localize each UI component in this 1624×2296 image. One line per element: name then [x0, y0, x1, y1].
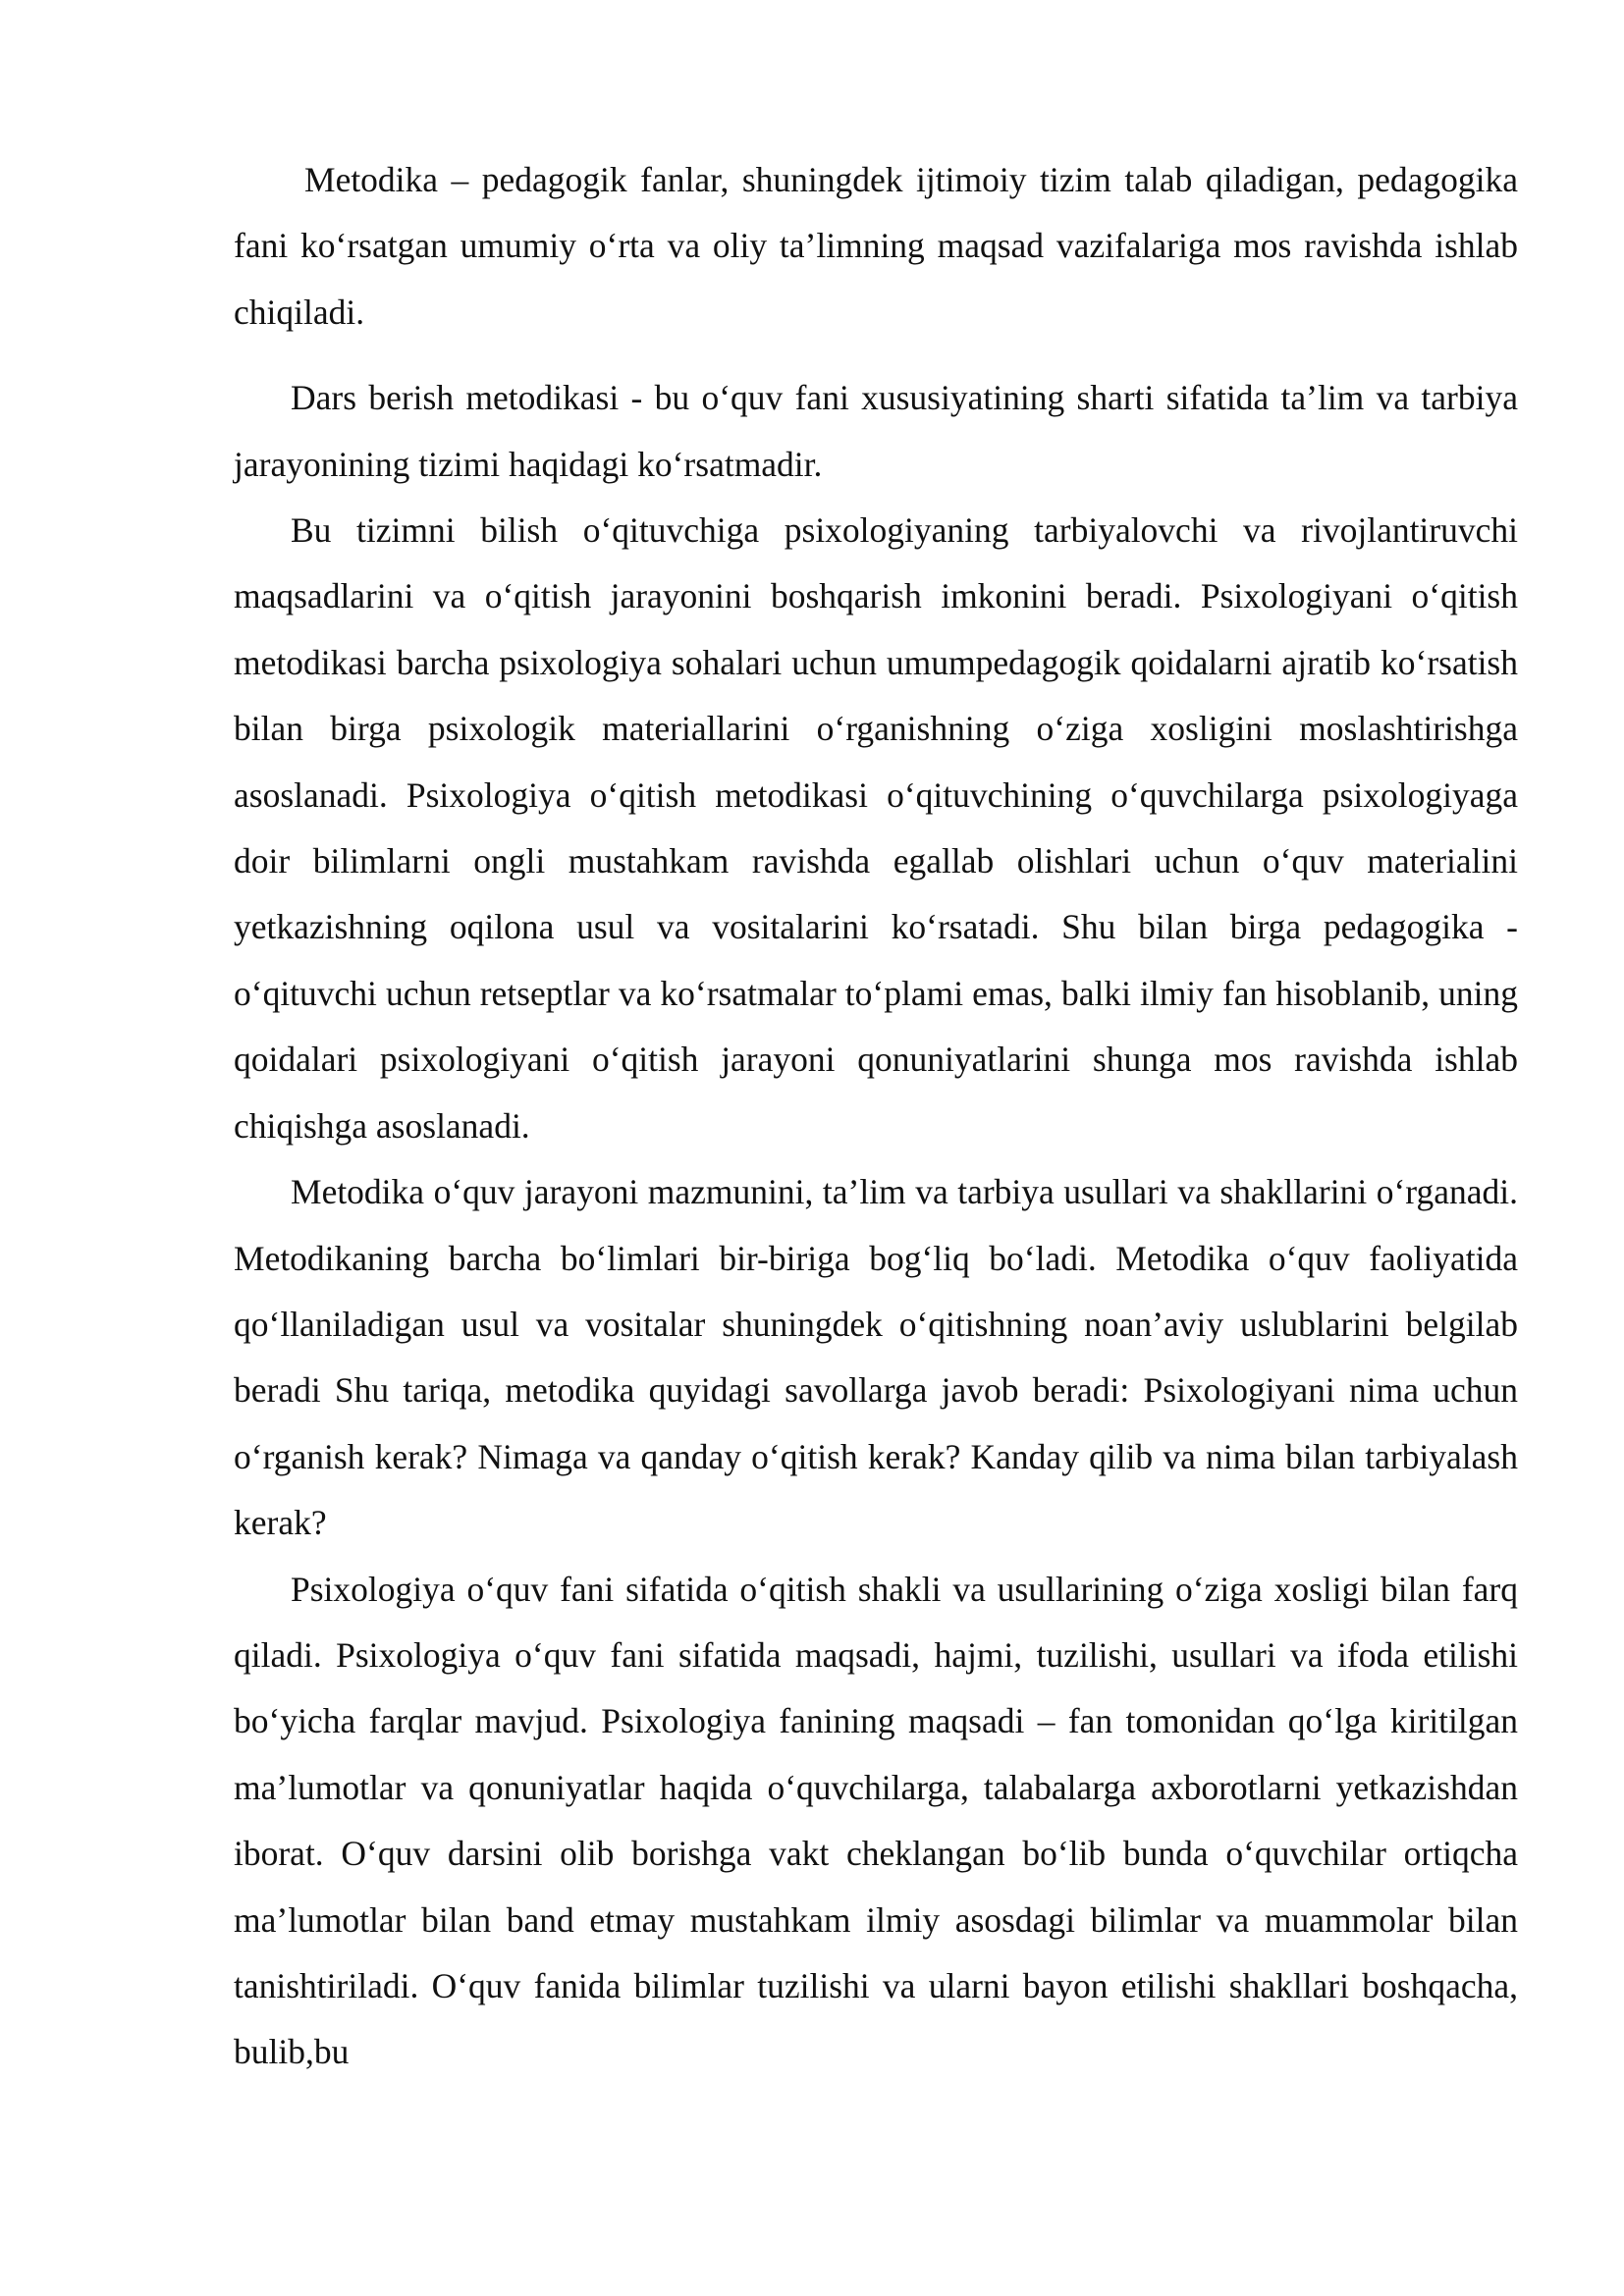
paragraph-4: Metodika o‘quv jarayoni mazmunini, ta’lim va tarbiya usullari va shakllarini o‘rganadi. Metodikaning barcha bo‘limlari bir-biriga bog‘liq bo‘ladi. Metodika o‘quv faoliyatida qo‘llaniladigan usul va vositalar shuningdek o‘qitishning noan’aviy uslublarini belgilab beradi Shu tariqa, metodika quyidagi savollarga javob beradi: Psixologiyani nima uchun o‘rganish kerak? Nimaga va qanday o‘qitish kerak? Kanday qilib va nima bilan tarbiyalash kerak?	[234, 1172, 1518, 1543]
body-text	[234, 147, 1518, 2086]
paragraph-3: Bu tizimni bilish o‘qituvchiga psixologiyaning tarbiyalovchi va rivojlantiruvchi maqsadlarini va o‘qitish jarayonini boshqarish imkonini beradi. Psixologiyani o‘qitish metodikasi barcha psixologiya sohalari uchun umumpedagogik qoidalarni ajratib ko‘rsatish bilan birga psixologik materiallarini o‘rganishning o‘ziga xosligini moslashtirishga asoslanadi. Psixologiya o‘qitish metodikasi o‘qituvchining o‘quvchilarga psixologiyaga doir bilimlarni ongli mustahkam ravishda egallab olishlari uchun o‘quv materialini yetkazishning oqilona usul va vositalarini ko‘rsatadi. Shu bilan birga pedagogika - o‘qituvchi uchun retseptlar va ko‘rsatmalar to‘plami emas, balki ilmiy fan hisoblanib, uning qoidalari psixologiyani o‘qitish jarayoni qonuniyatlarini shunga mos ravishda ishlab chiqishga asoslanadi.	[234, 510, 1518, 1146]
paragraph-5: Psixologiya o‘quv fani sifatida o‘qitish shakli va usullarining o‘ziga xosligi bilan farq qiladi. Psixologiya o‘quv fani sifatida maqsadi, hajmi, tuzilishi, usullari va ifoda etilishi bo‘yicha farqlar mavjud. Psixologiya fanining maqsadi – fan tomonidan qo‘lga kiritilgan ma’lumotlar va qonuniyatlar haqida o‘quvchilarga, talabalarga axborotlarni yetkazishdan iborat. O‘quv darsini olib borishga vakt cheklangan bo‘lib bunda o‘quvchilar ortiqcha ma’lumotlar bilan band etmay mustahkam ilmiy asosdagi bilimlar va muammolar bilan tanishtiriladi. O‘quv fanida bilimlar tuzilishi va ularni bayon etilishi shakllari boshqacha, bulib,bu	[234, 1569, 1518, 2072]
paragraph-1: Metodika – pedagogik fanlar, shuningdek ijtimoiy tizim talab qiladigan, pedagogika fani ko‘rsatgan umumiy o‘rta va oliy ta’limning maqsad vazifalariga mos ravishda ishlab chiqiladi.	[234, 160, 1518, 332]
paragraph-2: Dars berish metodikasi - bu o‘quv fani xususiyatining sharti sifatida ta’lim va tarbiya jarayonining tizimi haqidagi ko‘rsatmadir.	[234, 378, 1518, 484]
